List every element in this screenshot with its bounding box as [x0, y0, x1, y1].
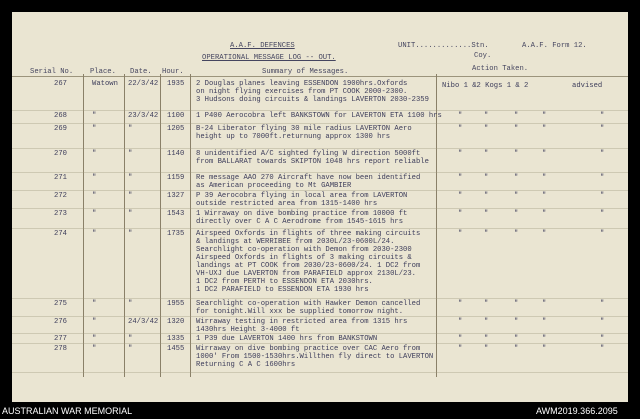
row-summary-line: Wirraway testing in restricted area from 1315 hrs — [196, 318, 408, 326]
row-summary-line: P 39 Aerocobra flying in local area from LAVERTON — [196, 192, 408, 200]
action-ditto: " — [458, 318, 463, 326]
col-date: Date. — [130, 68, 152, 76]
action-ditto: " — [484, 112, 489, 120]
row-serial: 272 — [54, 192, 67, 200]
action-ditto: " — [514, 230, 519, 238]
row-summary-line: Re message AAO 270 Aircraft have now been identified — [196, 174, 421, 182]
action-ditto: " — [542, 125, 547, 133]
row-serial: 276 — [54, 318, 67, 326]
action-ditto: " — [600, 150, 605, 158]
action-ditto: " — [600, 174, 605, 182]
action-ditto: " — [458, 335, 463, 343]
row-summary-line: 1 DC2 from PERTH to ESSENDON ETA 2030hrs. — [196, 278, 373, 286]
log-title: OPERATIONAL MESSAGE LOG -- OUT. — [202, 54, 336, 62]
row-hour: 1205 — [167, 125, 185, 133]
action-ditto: " — [600, 335, 605, 343]
row-place: " — [92, 318, 97, 326]
row-rule — [12, 372, 628, 373]
action-ditto: " — [514, 210, 519, 218]
coy-field: Coy. — [474, 52, 492, 60]
action-ditto: " — [514, 150, 519, 158]
row-summary-line: 1 P400 Aerocobra left BANKSTOWN for LAVERTON ETA 1100 hrs — [196, 112, 442, 120]
action-note: Nibo 1 &2 Kogs 1 & 2 — [442, 82, 529, 90]
row-hour: 1735 — [167, 230, 185, 238]
action-ditto: " — [484, 335, 489, 343]
action-ditto: " — [484, 230, 489, 238]
action-ditto: " — [514, 112, 519, 120]
col-summary: Summary of Messages. — [262, 68, 349, 76]
action-ditto: " — [600, 318, 605, 326]
action-advised: advised — [572, 82, 603, 90]
col-place: Place. — [90, 68, 116, 76]
row-summary-line: B-24 Liberator flying 30 mile radius LAVERTON Aero — [196, 125, 412, 133]
row-place: " — [92, 210, 97, 218]
row-place: " — [92, 125, 97, 133]
row-date: " — [128, 150, 133, 158]
action-ditto: " — [514, 174, 519, 182]
row-rule — [12, 110, 628, 111]
action-ditto: " — [514, 335, 519, 343]
action-ditto: " — [514, 345, 519, 353]
row-place: " — [92, 300, 97, 308]
row-serial: 278 — [54, 345, 67, 353]
row-serial: 268 — [54, 112, 67, 120]
row-summary-line: 3 Hudsons doing circuits & landings LAVERTON 2030-2359 — [196, 96, 429, 104]
row-serial: 275 — [54, 300, 67, 308]
row-summary-line: height up to 7000ft.returnung approx 1300 hrs — [196, 133, 391, 141]
action-ditto: " — [484, 210, 489, 218]
row-summary-line: Searchlight co-operation with Demon from 2030-2300 — [196, 246, 412, 254]
row-date: " — [128, 174, 133, 182]
action-ditto: " — [484, 345, 489, 353]
footer-credit: AUSTRALIAN WAR MEMORIAL — [2, 406, 133, 416]
row-serial: 267 — [54, 80, 67, 88]
row-hour: 1320 — [167, 318, 185, 326]
row-date: " — [128, 300, 133, 308]
action-ditto: " — [542, 192, 547, 200]
row-place: " — [92, 230, 97, 238]
row-rule — [12, 208, 628, 209]
row-hour: 1335 — [167, 335, 185, 343]
row-place: Watown — [92, 80, 118, 88]
row-summary-line: 8 unidentified A/C sighted fyling W direction 5000ft — [196, 150, 421, 158]
action-ditto: " — [542, 300, 547, 308]
action-ditto: " — [600, 125, 605, 133]
action-ditto: " — [514, 192, 519, 200]
row-summary-line: VH-UXJ due LAVERTON from PARAFIELD approx 2130L/23. — [196, 270, 416, 278]
row-serial: 271 — [54, 174, 67, 182]
action-ditto: " — [458, 230, 463, 238]
col-divider — [190, 74, 191, 377]
row-place: " — [92, 192, 97, 200]
row-hour: 1327 — [167, 192, 185, 200]
action-ditto: " — [600, 112, 605, 120]
row-summary-line: Wirraway on dive bombing practice over CAC Aero from — [196, 345, 421, 353]
row-hour: 1100 — [167, 112, 185, 120]
action-ditto: " — [542, 112, 547, 120]
col-hour: Hour. — [162, 68, 184, 76]
row-summary-line: 2 Douglas planes leaving ESSENDON 1900hrs.Oxfords — [196, 80, 408, 88]
action-ditto: " — [458, 210, 463, 218]
action-ditto: " — [542, 230, 547, 238]
action-ditto: " — [542, 174, 547, 182]
row-date: 22/3/42 — [128, 80, 159, 88]
col-divider — [124, 74, 125, 377]
action-ditto: " — [484, 300, 489, 308]
action-ditto: " — [458, 150, 463, 158]
row-rule — [12, 316, 628, 317]
row-hour: 1455 — [167, 345, 185, 353]
row-summary-line: as American proceeding to Mt GAMBIER — [196, 182, 352, 190]
row-hour: 1935 — [167, 80, 185, 88]
row-rule — [12, 298, 628, 299]
action-ditto: " — [458, 300, 463, 308]
defences-heading: A.A.F. DEFENCES — [230, 42, 295, 50]
row-summary-line: landings at PT COOK from 2030/23-0600/24. 1 DC2 from — [196, 262, 421, 270]
action-ditto: " — [542, 150, 547, 158]
col-divider — [83, 74, 84, 377]
action-ditto: " — [600, 230, 605, 238]
row-date: " — [128, 345, 133, 353]
action-ditto: " — [542, 335, 547, 343]
unit-field: UNIT.............Stn. — [398, 42, 489, 50]
action-ditto: " — [484, 318, 489, 326]
row-serial: 274 — [54, 230, 67, 238]
row-rule — [12, 343, 628, 344]
action-ditto: " — [458, 112, 463, 120]
row-place: " — [92, 174, 97, 182]
row-summary-line: Searchlight co-operation with Hawker Demon cancelled — [196, 300, 421, 308]
row-date: " — [128, 125, 133, 133]
action-ditto: " — [458, 192, 463, 200]
row-place: " — [92, 112, 97, 120]
row-summary-line: 1 DC2 PARAFIELD to ESSENDON ETA 1930 hrs — [196, 286, 369, 294]
col-serial: Serial No. — [30, 68, 74, 76]
row-date: " — [128, 192, 133, 200]
action-ditto: " — [542, 345, 547, 353]
action-ditto: " — [458, 345, 463, 353]
action-ditto: " — [542, 210, 547, 218]
row-date: " — [128, 230, 133, 238]
action-ditto: " — [600, 300, 605, 308]
row-rule — [12, 172, 628, 173]
row-summary-line: on night flying exercises from PT COOK 2000-2300. — [196, 88, 408, 96]
row-summary-line: Airspeed Oxfords in flights of 3 making circuits & — [196, 254, 412, 262]
action-ditto: " — [514, 300, 519, 308]
action-ditto: " — [484, 125, 489, 133]
row-summary-line: from BALLARAT towards SKIPTON 1048 hrs report reliable — [196, 158, 429, 166]
action-ditto: " — [514, 125, 519, 133]
row-summary-line: & landings at WERRIBEE from 2030L/23-0600L/24. — [196, 238, 395, 246]
row-place: " — [92, 150, 97, 158]
header-rule — [12, 76, 628, 77]
row-serial: 270 — [54, 150, 67, 158]
action-ditto: " — [600, 345, 605, 353]
action-ditto: " — [600, 192, 605, 200]
row-summary-line: directly over C A C Aerodrome from 1545-1615 hrs — [196, 218, 404, 226]
row-hour: 1140 — [167, 150, 185, 158]
row-place: " — [92, 345, 97, 353]
row-serial: 277 — [54, 335, 67, 343]
row-date: " — [128, 335, 133, 343]
action-ditto: " — [484, 192, 489, 200]
log-sheet — [12, 12, 628, 402]
row-rule — [12, 190, 628, 191]
footer-accession: AWM2019.366.2095 — [536, 406, 618, 416]
row-rule — [12, 333, 628, 334]
row-summary-line: 1000' From 1500-1530hrs.Willthen fly direct to LAVERTON — [196, 353, 434, 361]
action-ditto: " — [542, 318, 547, 326]
row-summary-line: outside restricted area from 1315-1400 hrs — [196, 200, 378, 208]
form-number: A.A.F. Form 12. — [522, 42, 587, 50]
row-place: " — [92, 335, 97, 343]
row-summary-line: 1430hrs Height 3-4000 ft — [196, 326, 300, 334]
row-hour: 1159 — [167, 174, 185, 182]
col-action: Action Taken. — [472, 65, 529, 73]
row-hour: 1955 — [167, 300, 185, 308]
row-date: 23/3/42 — [128, 112, 159, 120]
row-rule — [12, 228, 628, 229]
row-hour: 1543 — [167, 210, 185, 218]
row-date: 24/3/42 — [128, 318, 159, 326]
row-serial: 269 — [54, 125, 67, 133]
col-divider — [160, 74, 161, 377]
action-ditto: " — [458, 174, 463, 182]
row-summary-line: for tonight.Will xxx be supplied tomorrow night. — [196, 308, 404, 316]
action-ditto: " — [458, 125, 463, 133]
row-serial: 273 — [54, 210, 67, 218]
row-summary-line: Airspeed Oxfords in flights of three making circuits — [196, 230, 421, 238]
action-ditto: " — [484, 174, 489, 182]
row-summary-line: 1 Wirraway on dive bombing practice from 10000 ft — [196, 210, 408, 218]
row-summary-line: Returning C A C 1600hrs — [196, 361, 296, 369]
row-summary-line: 1 P39 due LAVERTON 1400 hrs from BANKSTOWN — [196, 335, 378, 343]
row-date: " — [128, 210, 133, 218]
row-rule — [12, 123, 628, 124]
row-rule — [12, 148, 628, 149]
action-ditto: " — [514, 318, 519, 326]
action-ditto: " — [600, 210, 605, 218]
action-ditto: " — [484, 150, 489, 158]
